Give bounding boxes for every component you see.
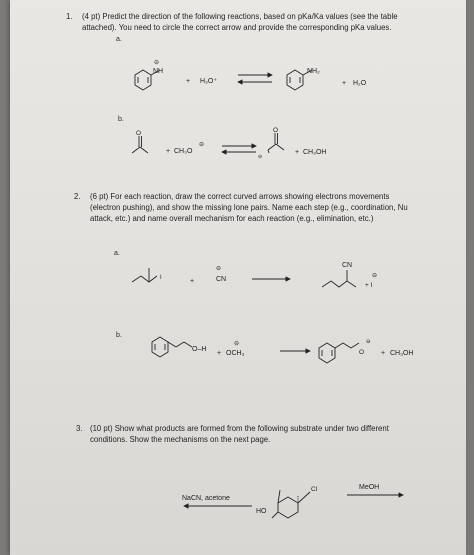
q2b-reagent-charge: ⊖ [234, 341, 240, 347]
q1b-product-charge: ⊖ [258, 154, 263, 160]
q2a-reagent-charge: ⊖ [216, 266, 222, 272]
q2-part-b-label: b. [116, 332, 122, 339]
q3-left-conditions: NaCN, acetone [182, 495, 230, 502]
q3-header-line2: conditions. Show the mechanisms on the next page. [90, 435, 271, 444]
q1b-reagent: CH₃O [174, 148, 193, 155]
q2-number: 2. [74, 192, 81, 201]
q2a-plus1: + [190, 278, 195, 285]
q3-number: 3. [76, 424, 83, 433]
q2b-plus1: + [217, 350, 222, 357]
q1a-plus1: + [186, 78, 191, 85]
q2a-reagent: CN [216, 276, 227, 283]
q1b-enolate [268, 133, 284, 153]
q2a-leaving-group: I [160, 275, 162, 281]
q2a-iodide-charge: ⊖ [372, 273, 378, 279]
q1a-product-group: NH₂ [307, 68, 320, 75]
q2b-reagent: OCH₃ [226, 350, 245, 357]
q1-number: 1. [66, 12, 73, 21]
q2a-product-group: CN [342, 262, 353, 269]
q2b-plus2: + [381, 350, 386, 357]
q2-header-line3: attack, etc.) and name overall mechanism for each reaction (e.g., elimination, etc.) [90, 214, 374, 223]
q2a-alkyl-iodide [132, 268, 157, 282]
q2b-alkoxide-product [319, 343, 359, 363]
q2a-nitrile-product [322, 270, 356, 287]
q1-header-line1: (4 pt) Predict the direction of the following reactions, based on pKa/Ka values (see the table [82, 12, 398, 21]
q2-part-a-label: a. [114, 250, 120, 257]
q1-part-a-label: a. [116, 36, 122, 43]
q2b-product-atom: O [359, 349, 365, 356]
q2a-plus2: + I [365, 282, 373, 289]
q1a-equilibrium-arrows [238, 75, 272, 82]
q1a-reactant-charge: ⊖ [154, 60, 160, 66]
q2b-hydroxyl: O–H [192, 346, 207, 353]
q1b-reagent-charge: ⊖ [199, 142, 205, 148]
q1b-plus2: + [295, 149, 300, 156]
q2b-product2: CH₃OH [390, 350, 414, 357]
q1-header-line2: attached). You need to circle the correct arrow and provide the corresponding pKa values. [82, 23, 392, 32]
q1-part-b-label: b. [118, 116, 124, 123]
q3-chloro-substituent: Cl [311, 486, 318, 493]
q3-cyclohexane-substrate [272, 490, 310, 518]
q2b-reactant-chain [152, 337, 192, 357]
q3-right-conditions: MeOH [359, 484, 380, 491]
q3-header-line1: (10 pt) Show what products are formed from the following substrate under two different [90, 424, 389, 433]
q1b-carbonyl: O [136, 130, 142, 137]
q1b-product2: CH₃OH [303, 149, 327, 156]
q1b-product-atom: O [273, 127, 279, 134]
q2b-product-charge: ⊖ [366, 339, 371, 345]
q1b-equilibrium-arrows [222, 146, 256, 152]
q2-header-line2: (electron pushing), and show the missing lone pairs. Name each step (e.g., coordination, Nu [90, 203, 408, 212]
q1a-reagent: H₃O⁺ [200, 78, 218, 85]
q1b-acetone [132, 136, 148, 153]
worksheet-page [10, 0, 466, 555]
q3-hydroxyl-substituent: HO [256, 508, 267, 515]
q1a-plus2: + [342, 80, 347, 87]
q2-header-line1: (6 pt) For each reaction, draw the correct curved arrows showing electrons movements [90, 192, 390, 201]
q1a-reactant-group: NH [153, 68, 164, 75]
q1b-plus1: + [166, 148, 171, 155]
chemistry-drawings [10, 0, 466, 555]
q1a-product2: H₂O [353, 80, 367, 87]
